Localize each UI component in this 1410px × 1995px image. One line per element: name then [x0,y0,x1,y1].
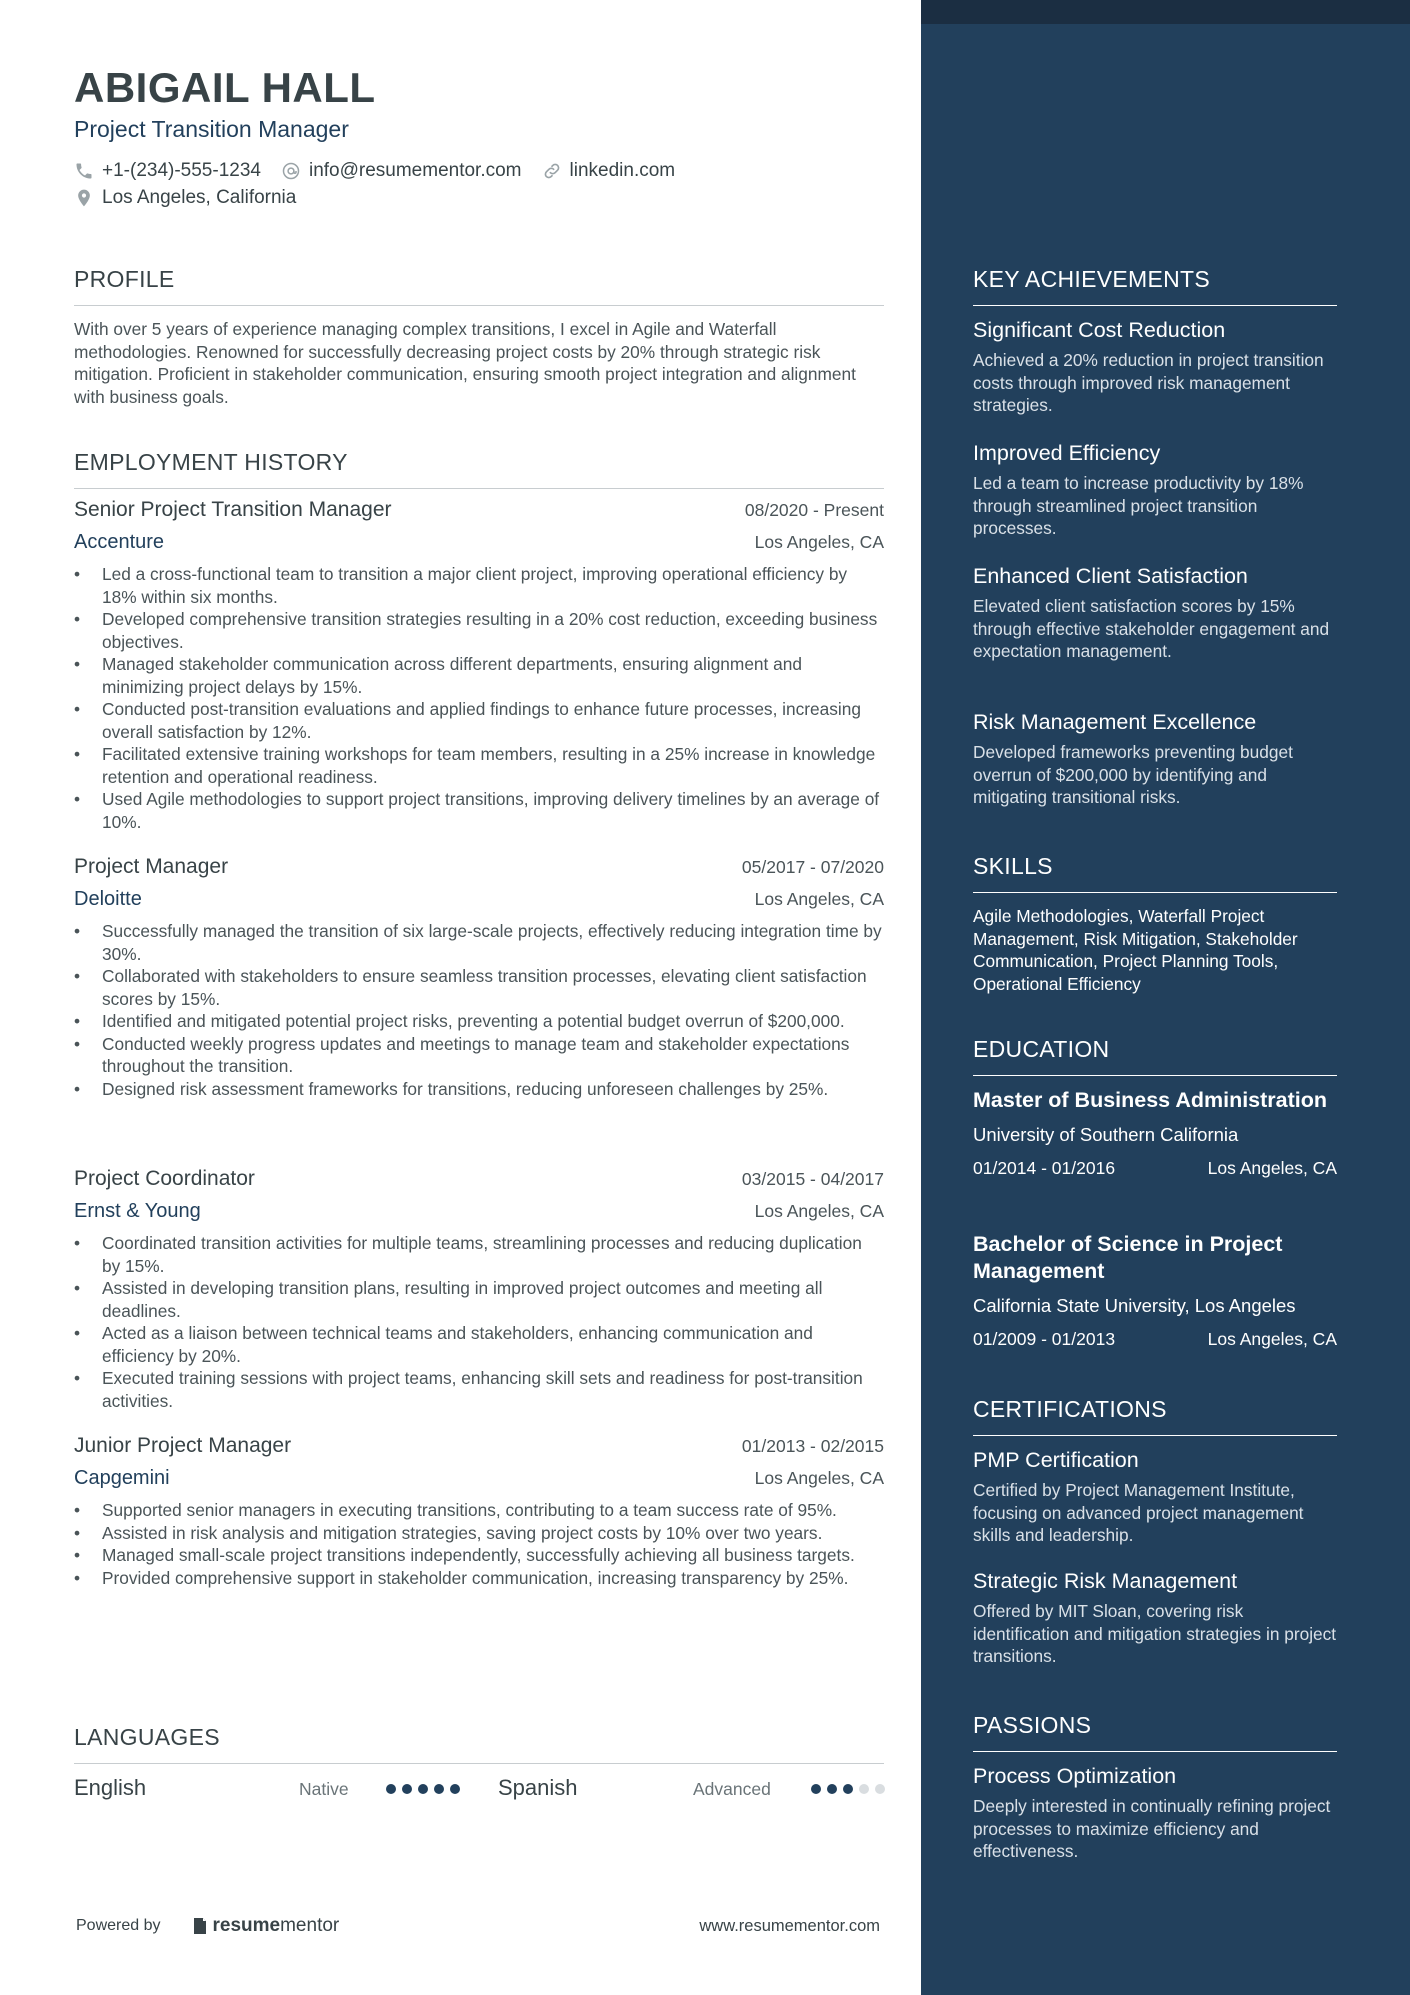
skills-section [973,853,1337,995]
bullet: • Successfully managed the transition of six large-scale projects, effectively reducing integration time by 30%. [74,920,884,965]
bullet: • Assisted in risk analysis and mitigation strategies, saving project costs by 10% over two years. [74,1522,884,1545]
bullet: • Supported senior managers in executing transitions, contributing to a team success rate of 95%. [74,1499,884,1522]
job-entry [74,1434,884,1589]
brand-bold: resume [212,1915,281,1936]
certifications-heading: CERTIFICATIONS [973,1396,1337,1436]
bullet: • Conducted weekly progress updates and meetings to manage team and stakeholder expectations throughout the transition. [74,1033,884,1078]
certification-item [973,1569,1337,1668]
rating-dot [434,1784,444,1794]
job-bullets [74,920,884,1100]
candidate-name: ABIGAIL HALL [74,64,376,111]
location-pin-icon [74,188,94,208]
rating-dot [859,1784,869,1794]
candidate-role: Project Transition Manager [74,116,349,142]
achievement-desc: Developed frameworks preventing budget overrun of $200,000 by identifying and mitigating transitional risks. [973,742,1293,807]
certification-desc: Offered by MIT Sloan, covering risk identification and mitigation strategies in project transitions. [973,1601,1337,1666]
brand-mark-icon [191,1916,209,1936]
education-heading: EDUCATION [973,1036,1337,1076]
contact-location [74,187,296,209]
contact-row [74,160,695,182]
certification-item [973,1448,1337,1547]
phone-text: +1-(234)-555-1234 [102,160,261,181]
sidebar-top-band [921,0,1410,24]
passion-desc: Deeply interested in continually refining project processes to maximize efficiency and effectiveness. [973,1796,1331,1861]
rating-dot [843,1784,853,1794]
education-item [973,1231,1337,1350]
achievement-item [973,441,1337,540]
footer [76,1915,880,1937]
achievement-item [973,564,1337,663]
bullet: • Provided comprehensive support in stakeholder communication, increasing transparency by 25%. [74,1567,884,1590]
job-entry [74,855,884,1100]
bullet: • Used Agile methodologies to support project transitions, improving delivery timelines by an average of 10%. [74,788,884,833]
rating-dot [386,1784,396,1794]
bullet: • Managed small-scale project transitions independently, successfully achieving all business targets. [74,1544,884,1567]
passion-item [973,1764,1337,1863]
linkedin-text[interactable]: linkedin.com [569,160,676,181]
passions-section [973,1712,1337,1752]
achievement-desc: Led a team to increase productivity by 18% through streamlined project transition processes. [973,473,1304,538]
job-dates: 03/2015 - 04/2017 [741,1169,884,1189]
achievement-title: Improved Efficiency [973,441,1161,465]
language-rating [386,1784,460,1794]
contact-phone [74,160,261,182]
employment-heading: EMPLOYMENT HISTORY [74,449,884,489]
bullet: • Conducted post-transition evaluations and applied findings to enhance future processes, increasing overall satisfaction by 12%. [74,698,884,743]
achievements-heading: KEY ACHIEVEMENTS [973,266,1337,306]
language-level: Advanced [693,1779,771,1799]
job-company: Deloitte [74,888,142,910]
job-dates: 05/2017 - 07/2020 [741,857,884,877]
location-text: Los Angeles, California [102,187,297,208]
education-section [973,1036,1337,1076]
language-rating [811,1784,885,1794]
sidebar [921,0,1410,1995]
phone-icon [74,161,94,181]
education-location: Los Angeles, CA [1207,1158,1337,1178]
powered-by-label: Powered by [76,1917,161,1934]
job-title: Senior Project Transition Manager [74,498,392,521]
bullet: • Facilitated extensive training workshops for team members, resulting in a 25% increase in knowledge retention and operational readiness. [74,743,884,788]
bullet: • Led a cross-functional team to transition a major client project, improving operational efficiency by 18% within six months. [74,563,884,608]
rating-dot [827,1784,837,1794]
job-bullets [74,1232,884,1412]
certification-desc: Certified by Project Management Institute, focusing on advanced project management skills and leadership. [973,1480,1304,1545]
link-icon [542,161,562,181]
profile-text: With over 5 years of experience managing complex transitions, I excel in Agile and Waterfall methodologies. Renowned for successfully decreasing project costs by 20% through strategic risk mitigation. Proficient in stakeholder communication, ensuring smooth project integration and alignment with business goals. [74,319,856,407]
job-title: Junior Project Manager [74,1434,292,1457]
skills-heading: SKILLS [973,853,1337,893]
languages-heading: LANGUAGES [74,1724,884,1764]
job-location: Los Angeles, CA [754,1468,884,1488]
bullet: • Coordinated transition activities for multiple teams, streamlining processes and reducing duplication by 15%. [74,1232,884,1277]
job-entry [74,498,884,833]
job-company: Ernst & Young [74,1200,201,1222]
education-item [973,1087,1337,1179]
job-location: Los Angeles, CA [754,889,884,909]
rating-dot [418,1784,428,1794]
bullet: • Identified and mitigated potential project risks, preventing a potential budget overrun of $200,000. [74,1010,884,1033]
contact-email[interactable] [281,160,522,182]
language-level: Native [299,1779,349,1799]
at-icon [281,161,301,181]
certification-title: PMP Certification [973,1448,1139,1472]
achievement-desc: Achieved a 20% reduction in project transition costs through improved risk management strategies. [973,350,1324,415]
languages-row [74,1775,884,1805]
education-dates: 01/2009 - 01/2013 [973,1329,1116,1349]
achievement-title: Significant Cost Reduction [973,318,1226,342]
bullet: • Assisted in developing transition plans, resulting in improved project outcomes and meeting all deadlines. [74,1277,884,1322]
rating-dot [402,1784,412,1794]
job-bullets [74,1499,884,1589]
passion-title: Process Optimization [973,1764,1177,1788]
passions-heading: PASSIONS [973,1712,1337,1752]
achievement-desc: Elevated client satisfaction scores by 15% through effective stakeholder engagement and expectation management. [973,596,1330,661]
rating-dot [450,1784,460,1794]
bullet: • Developed comprehensive transition strategies resulting in a 20% cost reduction, exceeding business objectives. [74,608,884,653]
education-degree: Master of Business Administration [973,1088,1328,1112]
language-name: Spanish [498,1775,578,1800]
bullet: • Acted as a liaison between technical teams and stakeholders, enhancing communication and efficiency by 20%. [74,1322,884,1367]
bullet: • Collaborated with stakeholders to ensure seamless transition processes, elevating client satisfaction scores by 15%. [74,965,884,1010]
education-degree: Bachelor of Science in Project Management [973,1232,1283,1283]
contact-linkedin[interactable] [542,160,676,182]
job-title: Project Coordinator [74,1167,255,1190]
achievement-item [973,710,1337,809]
job-dates: 08/2020 - Present [744,500,884,520]
job-company: Accenture [74,531,165,553]
bullet: • Managed stakeholder communication across different departments, ensuring alignment and minimizing project delays by 15%. [74,653,884,698]
certifications-section [973,1396,1337,1436]
brand-rest: mentor [280,1915,340,1936]
powered-by [76,1915,339,1937]
certification-title: Strategic Risk Management [973,1569,1238,1593]
achievement-title: Risk Management Excellence [973,710,1257,734]
bullet: • Executed training sessions with project teams, enhancing skill sets and readiness for post-transition activities. [74,1367,884,1412]
language-name: English [74,1775,147,1800]
achievement-item [973,318,1337,417]
job-entry [74,1167,884,1412]
education-dates: 01/2014 - 01/2016 [973,1158,1116,1178]
job-company: Capgemini [74,1467,170,1489]
education-school: California State University, Los Angeles [973,1295,1296,1316]
education-location: Los Angeles, CA [1207,1329,1337,1349]
rating-dot [811,1784,821,1794]
achievement-title: Enhanced Client Satisfaction [973,564,1248,588]
job-dates: 01/2013 - 02/2015 [741,1436,884,1456]
brand-logo[interactable] [191,1915,340,1937]
email-text[interactable]: info@resumementor.com [308,160,522,181]
job-location: Los Angeles, CA [754,532,884,552]
job-title: Project Manager [74,855,229,878]
job-location: Los Angeles, CA [754,1201,884,1221]
contact-row-location [74,187,316,209]
skills-text: Agile Methodologies, Waterfall Project Management, Risk Mitigation, Stakeholder Communication, Project Planning Tools, Operational Efficiency [973,906,1298,994]
profile-heading: PROFILE [74,266,884,306]
bullet: • Designed risk assessment frameworks for transitions, reducing unforeseen challenges by 25%. [74,1078,884,1101]
rating-dot [875,1784,885,1794]
website-link[interactable]: www.resumementor.com [699,1916,880,1935]
education-school: University of Southern California [973,1124,1239,1145]
job-bullets [74,563,884,833]
achievements-section [973,266,1337,306]
